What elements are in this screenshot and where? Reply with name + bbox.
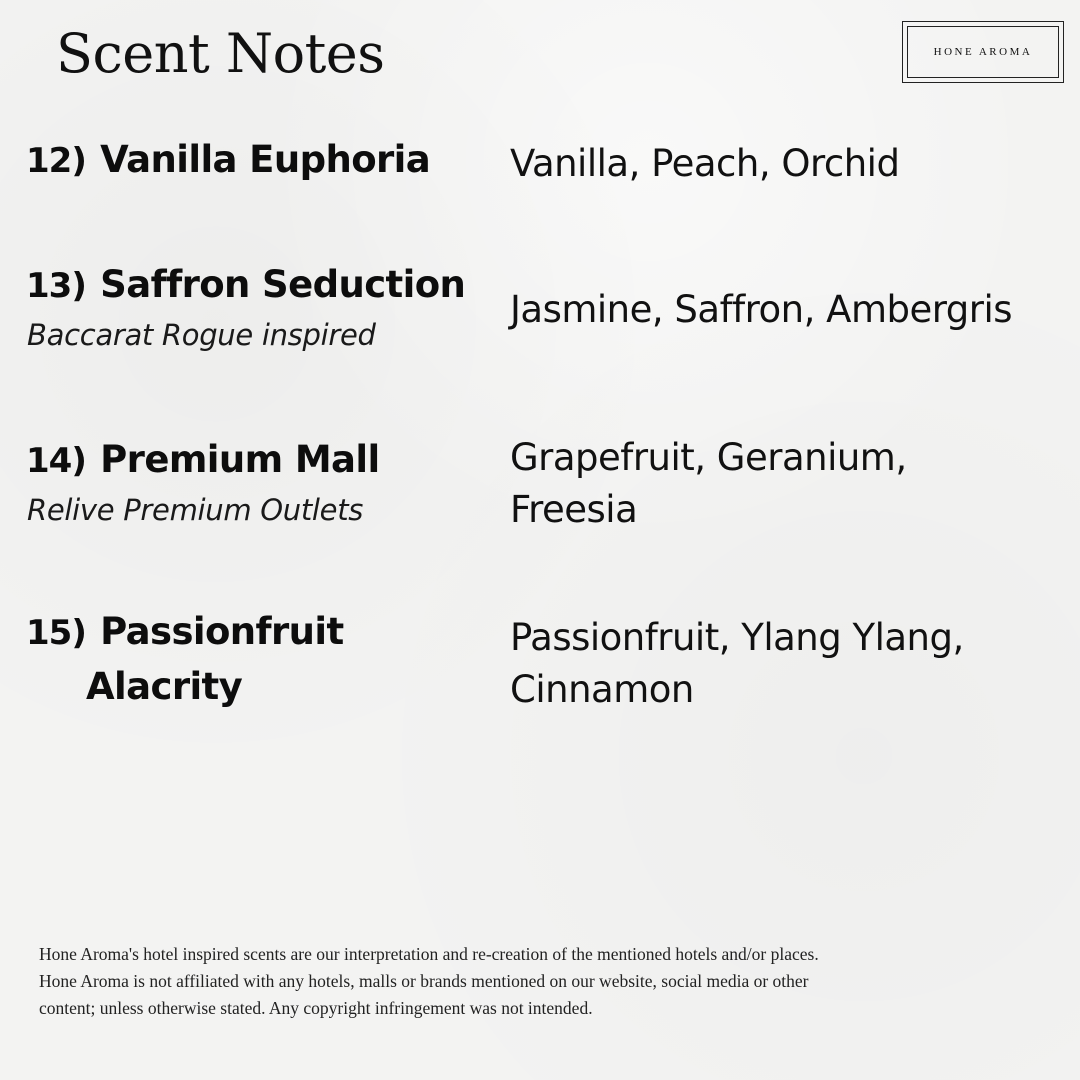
scent-name-15-line2: Alacrity bbox=[86, 665, 243, 708]
scent-number: 15) bbox=[26, 613, 86, 653]
disclaimer-line: Hone Aroma is not affiliated with any hotels, malls or brands mentioned on our website, social media or other bbox=[39, 971, 809, 991]
scent-notes-line: Cinnamon bbox=[510, 668, 694, 711]
scent-name-text: Saffron Seduction bbox=[100, 263, 466, 306]
scent-notes-15 bbox=[510, 612, 964, 716]
page-title: Scent Notes bbox=[56, 22, 385, 85]
scent-name-15 bbox=[26, 612, 344, 653]
disclaimer-line: Hone Aroma's hotel inspired scents are our interpretation and re-creation of the mentioned hotels and/or places. bbox=[39, 944, 819, 964]
scent-subtitle-14: Relive Premium Outlets bbox=[27, 493, 364, 527]
scent-number: 14) bbox=[26, 441, 86, 481]
scent-subtitle-13: Baccarat Rogue inspired bbox=[27, 318, 376, 352]
scent-notes-line: Passionfruit, Ylang Ylang, bbox=[510, 616, 964, 659]
scent-number: 12) bbox=[26, 141, 86, 181]
scent-name-13 bbox=[26, 265, 465, 306]
scent-notes-line: Vanilla, Peach, Orchid bbox=[510, 142, 900, 185]
scent-notes-13 bbox=[510, 284, 1012, 336]
scent-name-text: Passionfruit bbox=[100, 610, 344, 653]
scent-notes-14 bbox=[510, 432, 907, 536]
scent-notes-line: Jasmine, Saffron, Ambergris bbox=[510, 288, 1013, 331]
brand-logo bbox=[902, 21, 1064, 83]
scent-name-12 bbox=[26, 140, 430, 181]
brand-name: HONE AROMA bbox=[907, 26, 1059, 78]
scent-number: 13) bbox=[26, 266, 86, 306]
scent-notes-line: Grapefruit, Geranium, bbox=[510, 436, 907, 479]
scent-notes-12 bbox=[510, 138, 899, 190]
scent-notes-line: Freesia bbox=[510, 488, 638, 531]
scent-name-text: Vanilla Euphoria bbox=[100, 138, 431, 181]
scent-name-14 bbox=[26, 440, 380, 481]
disclaimer bbox=[39, 941, 1019, 1022]
scent-name-text: Premium Mall bbox=[100, 438, 380, 481]
disclaimer-line: content; unless otherwise stated. Any copyright infringement was not intended. bbox=[39, 998, 593, 1018]
